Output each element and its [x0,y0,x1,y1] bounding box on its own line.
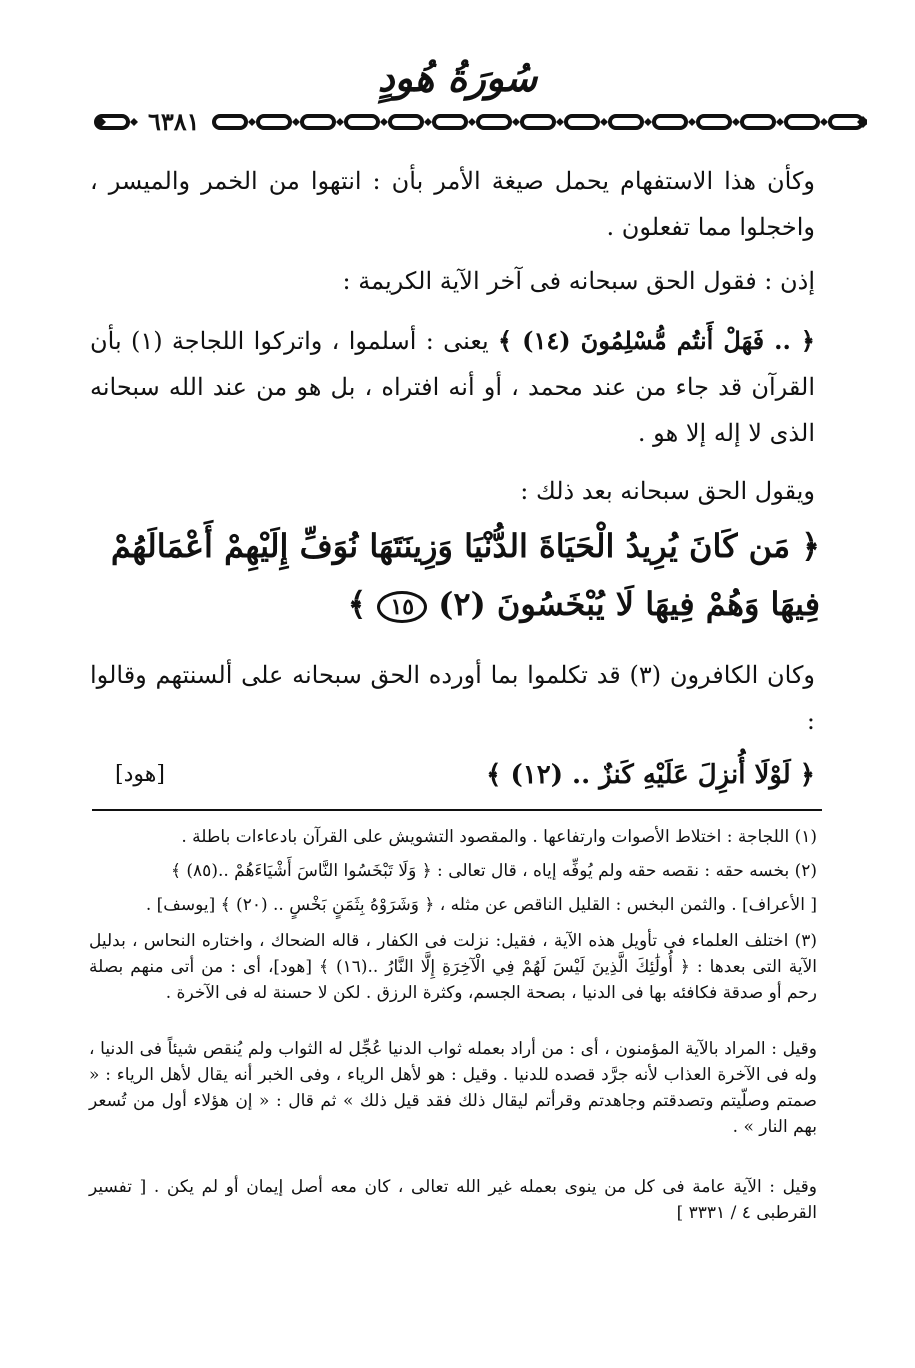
paragraph-2: إذن : فقول الحق سبحانه فى آخر الآية الكريمة : [342,267,815,295]
chain-diamond [732,118,740,126]
chain-link [434,116,466,128]
chain-diamond [336,118,344,126]
ornamental-border [92,104,867,140]
chain-link [742,116,774,128]
chain-diamond [600,118,608,126]
chain-diamond [644,118,652,126]
chain-link [786,116,818,128]
chain-diamond [380,118,388,126]
chain-link [258,116,290,128]
paragraph-3 [90,318,815,456]
chain-link [214,116,246,128]
surah-reference: [هود] [115,762,165,787]
footnote-3-third: وقيل : الآية عامة فى كل من ينوى بعمله غير الله تعالى ، كان معه أصل إيمان أو لم يكن . [ تفسير القرطبى ٤ / ٣٣٣١ ] [89,1177,817,1223]
chain-link [302,116,334,128]
chain-link [346,116,378,128]
chain-link [610,116,642,128]
chain-diamond [776,118,784,126]
footnote-2: (٢) بخسه حقه : نقصه حقه ولم يُوفِّه إياه ، قال تعالى : ﴿ وَلَا تَبْخَسُوا النَّاسَ أَشْيَاءَهُمْ ..(٨٥) ﴾ [171,861,817,881]
paragraph-3-text: يعنى : أسلموا ، واتركوا اللجاجة (١) بأن القرآن قد جاء من عند محمد ، أو أنه افتراه ، بل هو من عند الله سبحانه الذى لا إله إلا هو . [90,327,815,447]
footnote-2-continued: [ الأعراف] . والثمن البخس : القليل الناقص عن مثله ، ﴿ وَشَرَوْهُ بِثَمَنٍ بَخْسٍ .. (٢٠) ﴾ [يوسف] . [145,895,817,915]
chain-link [698,116,730,128]
page-number: ٦٣٨١ [142,104,206,140]
quran-quote-14: ﴿ .. فَهَلْ أَنتُم مُّسْلِمُونَ (١٤) ﴾ [497,326,815,355]
chain-link [522,116,554,128]
border-ornament-icon [92,104,867,140]
chain-diamond [556,118,564,126]
chain-link [478,116,510,128]
chain-diamond [292,118,300,126]
verse-close-bracket: ﴾ [347,585,367,623]
paragraph-5: وكان الكافرون (٣) قد تكلموا بما أورده الحق سبحانه على ألسنتهم وقالوا : [90,661,815,735]
footnote-3: (٣) اختلف العلماء فى تأويل هذه الآية ، فقيل: نزلت فى الكفار ، قاله الضحاك ، واختاره النحاس ، بدليل الآية التى بعدها : ﴿ أُولَٰئِكَ الَّذِينَ لَيْسَ لَهُمْ فِي الْآخِرَةِ إِلَّا النَّارُ ..(١٦) ﴾ [هود]، أى : من أتى منهم بصلة رحم أو صدقة فكافئه بها فى الدنيا ، بصحة الجسم، وكثرة الرزق . لكن لا حسنة له فى الآخرة . [89,931,818,1003]
quran-quote-12: ﴿ لَوْلَا أُنزِلَ عَلَيْهِ كَنزٌ .. (١٢) ﴾ [486,760,815,790]
verse-number-badge: ١٥ [377,591,427,623]
chain-diamond [424,118,432,126]
verse-line-1: ﴿ مَن كَانَ يُرِيدُ الْحَيَاةَ الدُّنْيَا وَزِينَتَهَا نُوَفِّ إِلَيْهِمْ أَعْمَالَهُمْ [110,527,820,565]
verse-line-2-text: فِيهَا وَهُمْ فِيهَا لَا يُبْخَسُونَ (٢) [438,585,820,623]
surah-title: سُورَةُ هُودٍ [377,55,538,100]
chain-link [654,116,686,128]
chain-diamond [130,118,138,126]
chain-diamond [512,118,520,126]
paragraph-4: ويقول الحق سبحانه بعد ذلك : [520,477,815,505]
chain-link [566,116,598,128]
chain-link [390,116,422,128]
footnote-divider [92,809,822,811]
chain-diamond [688,118,696,126]
chain-diamond [820,118,828,126]
footnote-1: (١) اللجاجة : اختلاط الأصوات وارتفاعها . والمقصود التشويش على القرآن بادعاءات باطلة . [181,827,817,847]
chain-diamond [468,118,476,126]
footnote-3-second: وقيل : المراد بالآية المؤمنون ، أى : من أراد بعمله ثواب الدنيا عُجِّل له الثواب ولم يُنقص شيئاً فى الدنيا ، وله فى الآخرة العذاب لأنه جرَّد قصده للدنيا . وقيل : هو لأهل الرياء ، وفى الخبر أنه يقال لأهل الرياء : « صمتم وصلّيتم وتصدقتم وجاهدتم وقرأتم ليقال ذلك فقد قيل ذلك » ثم قال : « إن هؤلاء أول من تُسعر بهم النار » . [89,1039,817,1137]
paragraph-1: وكأن هذا الاستفهام يحمل صيغة الأمر بأن : انتهوا من الخمر والميسر ، واخجلوا مما تفعلون . [90,167,815,241]
chain-diamond [248,118,256,126]
verse-line-2 [100,578,820,630]
